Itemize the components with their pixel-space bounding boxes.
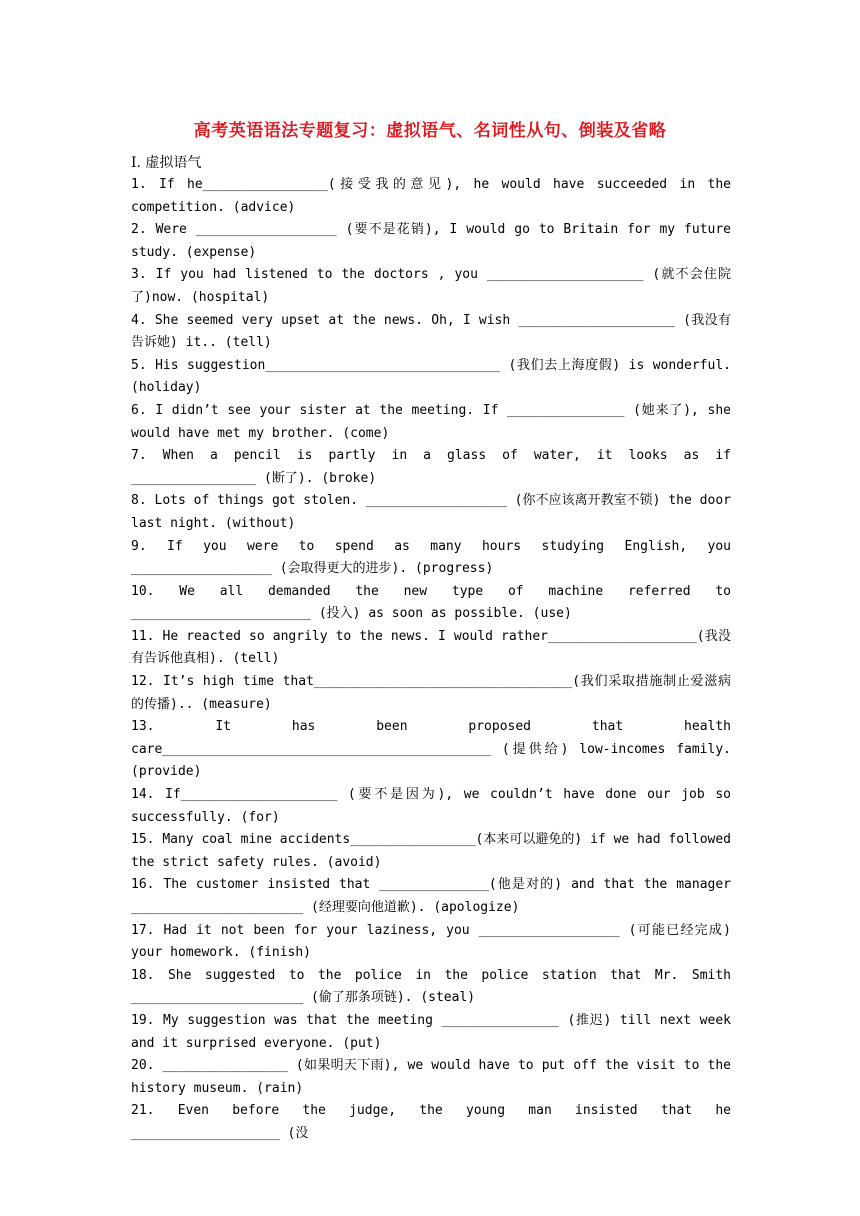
document-title: 高考英语语法专题复习：虚拟语气、名词性从句、倒装及省略	[193, 121, 667, 141]
question-item	[131, 784, 739, 829]
question-item	[131, 490, 739, 535]
question-text: 14. If____________________ (要不是因为), we couldn’t have done our job so successfully. (for)	[131, 787, 739, 825]
question-text: 11. He reacted so angrily to the news. I would rather___________________(我没有告诉他真相). (tell)	[131, 628, 731, 667]
question-text: 15. Many coal mine accidents________________(本来可以避免的) if we had followed the strict safety rules. (avoid)	[131, 832, 739, 870]
question-item	[131, 874, 739, 919]
question-item	[131, 626, 731, 671]
question-text: 18. She suggested to the police in the police station that Mr. Smith ______________________ (偷了那条项链). (steal)	[131, 967, 739, 1006]
question-text: 3. If you had listened to the doctors , you ____________________ (就不会住院了)now. (hospital)	[131, 267, 731, 305]
question-text: 5. His suggestion______________________________ (我们去上海度假) is wonderful. (holiday)	[131, 357, 739, 396]
question-text: 4. She seemed very upset at the news. Oh, I wish ____________________ (我没有告诉她) it.. (tell)	[131, 312, 731, 351]
question-item	[131, 264, 731, 309]
question-text: 6. I didn’t see your sister at the meeting. If _______________ (她来了), she would have met my brother. (come)	[131, 402, 739, 441]
question-text: 8. Lots of things got stolen. __________________ (你不应该离开教室不锁) the door last night. (without)	[131, 493, 739, 531]
question-item	[131, 355, 739, 400]
question-item	[131, 965, 739, 1010]
question-text: 19. My suggestion was that the meeting _______________ (推迟) till next week and it surprised everyone. (put)	[131, 1012, 739, 1051]
question-text: 20. ________________ (如果明天下雨), we would have to put off the visit to the history museum. (rain)	[131, 1058, 739, 1096]
question-item	[131, 400, 739, 445]
question-text: 16. The customer insisted that ______________(他是对的) and that the manager ______________________ (经理要向他道歉). (apologize)	[131, 877, 739, 915]
question-list	[131, 174, 739, 1146]
section-heading: Ⅰ. 虚拟语气	[131, 155, 202, 171]
question-text: 2. Were __________________ (要不是花销), I would go to Britain for my future study. (expense)	[131, 222, 739, 260]
question-item	[131, 716, 739, 784]
question-item	[131, 445, 739, 490]
question-text: 13. It has been proposed that health care__________________________________________ (提供给) low-incomes family. (provide)	[131, 719, 739, 780]
question-item	[131, 920, 739, 965]
question-item	[131, 219, 739, 264]
question-text: 9. If you were to spend as many hours studying English, you __________________ (会取得更大的进步). (progress)	[131, 538, 739, 577]
question-item	[131, 1010, 739, 1055]
question-text: 1. If he________________(接受我的意见), he would have succeeded in the competition. (advice)	[131, 177, 739, 215]
question-text: 21. Even before the judge, the young man insisted that he ___________________ (没	[131, 1103, 739, 1141]
question-item	[131, 671, 731, 716]
question-item	[131, 310, 731, 355]
question-text: 17. Had it not been for your laziness, you __________________ (可能已经完成) your homework. (finish)	[131, 922, 739, 961]
question-item	[131, 581, 739, 626]
question-item	[131, 536, 739, 581]
question-item	[131, 829, 739, 874]
question-item	[131, 1100, 739, 1145]
question-text: 10. We all demanded the new type of machine referred to _______________________ (投入) as soon as possible. (use)	[131, 583, 739, 622]
question-text: 7. When a pencil is partly in a glass of water, it looks as if ________________ (断了). (broke)	[131, 448, 739, 486]
question-item	[131, 1055, 739, 1100]
question-item	[131, 174, 739, 219]
question-text: 12. It’s high time that_________________________________(我们采取措施制止爱滋病的传播).. (measure)	[131, 674, 731, 712]
